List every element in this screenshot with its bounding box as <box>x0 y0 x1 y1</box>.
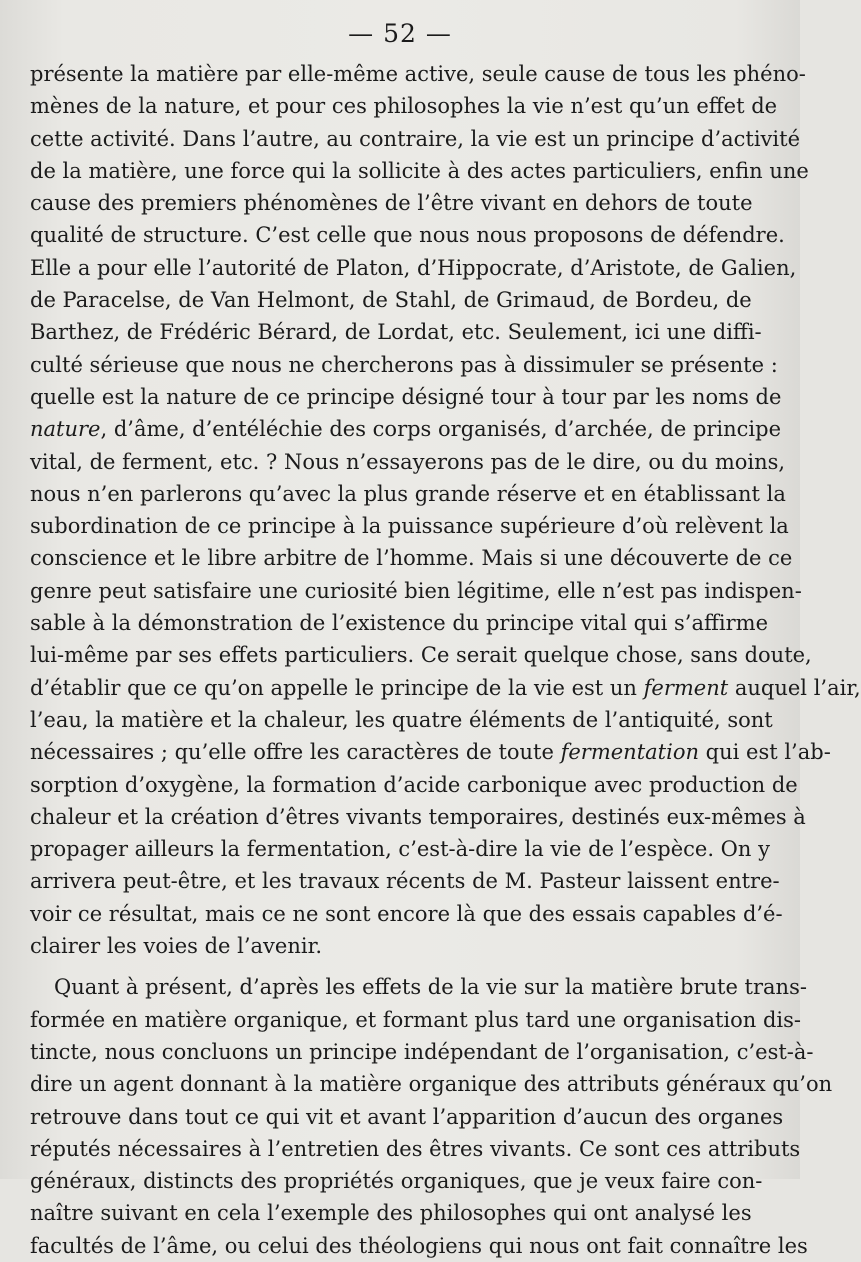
text-segment: Elle a pour elle l’autorité de Platon, d’Hippocrate, d’Aristote, de Galien, <box>30 255 797 280</box>
text-line <box>30 381 782 413</box>
text-line <box>30 1133 801 1165</box>
text-segment: naître suivant en cela l’exemple des philosophes qui ont analysé les <box>30 1201 752 1226</box>
text-line <box>30 252 797 284</box>
text-line <box>30 542 793 574</box>
text-segment: généraux, distincts des propriétés organiques, que je veux faire con- <box>30 1169 763 1194</box>
text-segment: voir ce résultat, mais ce ne sont encore là que des essais capables d’é- <box>30 901 783 926</box>
text-segment: présente la matière par elle-même active, seule cause de tous les phéno- <box>30 62 806 86</box>
text-line <box>30 971 807 1003</box>
text-segment: subordination de ce principe à la puissance supérieure d’où relèvent la <box>30 514 789 539</box>
text-segment: arrivera peut-être, et les travaux récents de M. Pasteur laissent entre- <box>30 869 780 894</box>
text-line <box>30 123 800 155</box>
text-segment: sable à la démonstration de l’existence du principe vital qui s’affirme <box>30 611 769 636</box>
text-line <box>30 865 780 897</box>
text-segment: dire un agent donnant à la matière organique des attributs généraux qu’on <box>30 1072 833 1097</box>
text-line <box>30 639 812 671</box>
text-line <box>30 413 782 445</box>
text-segment: nécessaires ; qu’elle offre les caractères de toute <box>30 740 561 765</box>
text-line <box>30 446 786 478</box>
text-segment: de Paracelse, de Van Helmont, de Stahl, de Grimaud, de Bordeu, de <box>30 288 752 313</box>
text-line <box>30 155 809 187</box>
text-segment: cause des premiers phénomènes de l’être vivant en dehors de toute <box>30 191 753 216</box>
text-line <box>30 1197 752 1229</box>
text-line <box>30 1101 784 1133</box>
text-segment: qualité de structure. C’est celle que nous nous proposons de défendre. <box>30 223 785 248</box>
text-segment: propager ailleurs la fermentation, c’est-à-dire la vie de l’espèce. On y <box>30 837 770 862</box>
text-line <box>30 1004 802 1036</box>
text-line <box>30 349 778 381</box>
text-segment: conscience et le libre arbitre de l’homme. Mais si une découverte de ce <box>30 546 793 571</box>
text-line <box>30 510 789 542</box>
italic-term: fermentation <box>560 740 699 765</box>
text-segment: auquel l’air, <box>728 675 861 700</box>
text-segment: l’eau, la matière et la chaleur, les quatre éléments de l’antiquité, sont <box>30 707 773 732</box>
text-line <box>30 58 806 90</box>
italic-term: nature <box>30 417 101 442</box>
text-line <box>30 1068 833 1100</box>
text-line <box>30 219 785 251</box>
text-line <box>30 1036 814 1068</box>
text-line <box>30 736 831 768</box>
text-segment: Barthez, de Frédéric Bérard, de Lordat, etc. Seulement, ici une diffi- <box>30 320 762 345</box>
text-line <box>30 833 770 865</box>
text-line <box>30 1165 763 1197</box>
text-segment: sorption d’oxygène, la formation d’acide carbonique avec production de <box>30 772 798 797</box>
text-segment: , d’âme, d’entéléchie des corps organisés, d’archée, de principe <box>100 417 782 442</box>
text-line <box>30 769 798 801</box>
text-line <box>30 284 752 316</box>
text-segment: nous n’en parlerons qu’avec la plus grande réserve et en établissant la <box>30 481 786 506</box>
text-line <box>30 316 762 348</box>
text-segment: culté sérieuse que nous ne chercherons pas à dissimuler se présente : <box>30 352 778 377</box>
text-segment: d’établir que ce qu’on appelle le principe de la vie est un <box>30 675 644 700</box>
text-segment: facultés de l’âme, ou celui des théologiens qui nous ont fait connaître les <box>30 1233 808 1258</box>
text-line <box>30 672 861 704</box>
text-line <box>30 575 802 607</box>
text-line <box>30 478 786 510</box>
text-segment: qui est l’ab- <box>698 740 831 765</box>
text-segment: réputés nécessaires à l’entretien des êtres vivants. Ce sont ces attributs <box>30 1136 801 1161</box>
text-line <box>30 607 769 639</box>
text-segment: cette activité. Dans l’autre, au contraire, la vie est un principe d’activité <box>30 126 800 151</box>
italic-term: ferment <box>643 675 729 700</box>
text-segment: genre peut satisfaire une curiosité bien légitime, elle n’est pas indispen- <box>30 578 802 603</box>
text-segment: retrouve dans tout ce qui vit et avant l’apparition d’aucun des organes <box>30 1104 784 1129</box>
text-segment: formée en matière organique, et formant plus tard une organisation dis- <box>30 1007 802 1032</box>
page-number: — 52 — <box>348 19 452 48</box>
text-line <box>30 801 806 833</box>
text-line <box>30 898 783 930</box>
body-text <box>30 58 861 1262</box>
text-segment: chaleur et la création d’êtres vivants temporaires, destinés eux-mêmes à <box>30 804 806 829</box>
text-line <box>30 1230 808 1262</box>
text-line <box>30 187 753 219</box>
text-line <box>30 930 736 962</box>
text-segment: mènes de la nature, et pour ces philosophes la vie n’est qu’un effet de <box>30 94 778 119</box>
text-line <box>30 704 773 736</box>
text-segment: clairer les voies de l’avenir. <box>30 934 322 959</box>
text-segment: de la matière, une force qui la sollicite à des actes particuliers, enfin une <box>30 158 809 183</box>
text-segment: tincte, nous concluons un principe indépendant de l’organisation, c’est-à- <box>30 1039 814 1064</box>
text-segment: Quant à présent, d’après les effets de la vie sur la matière brute trans- <box>54 975 807 1000</box>
text-segment: lui-même par ses effets particuliers. Ce serait quelque chose, sans doute, <box>30 643 812 668</box>
text-segment: quelle est la nature de ce principe désigné tour à tour par les noms de <box>30 384 782 409</box>
text-line <box>30 90 778 122</box>
text-segment: vital, de ferment, etc. ? Nous n’essayerons pas de le dire, ou du moins, <box>30 449 786 474</box>
